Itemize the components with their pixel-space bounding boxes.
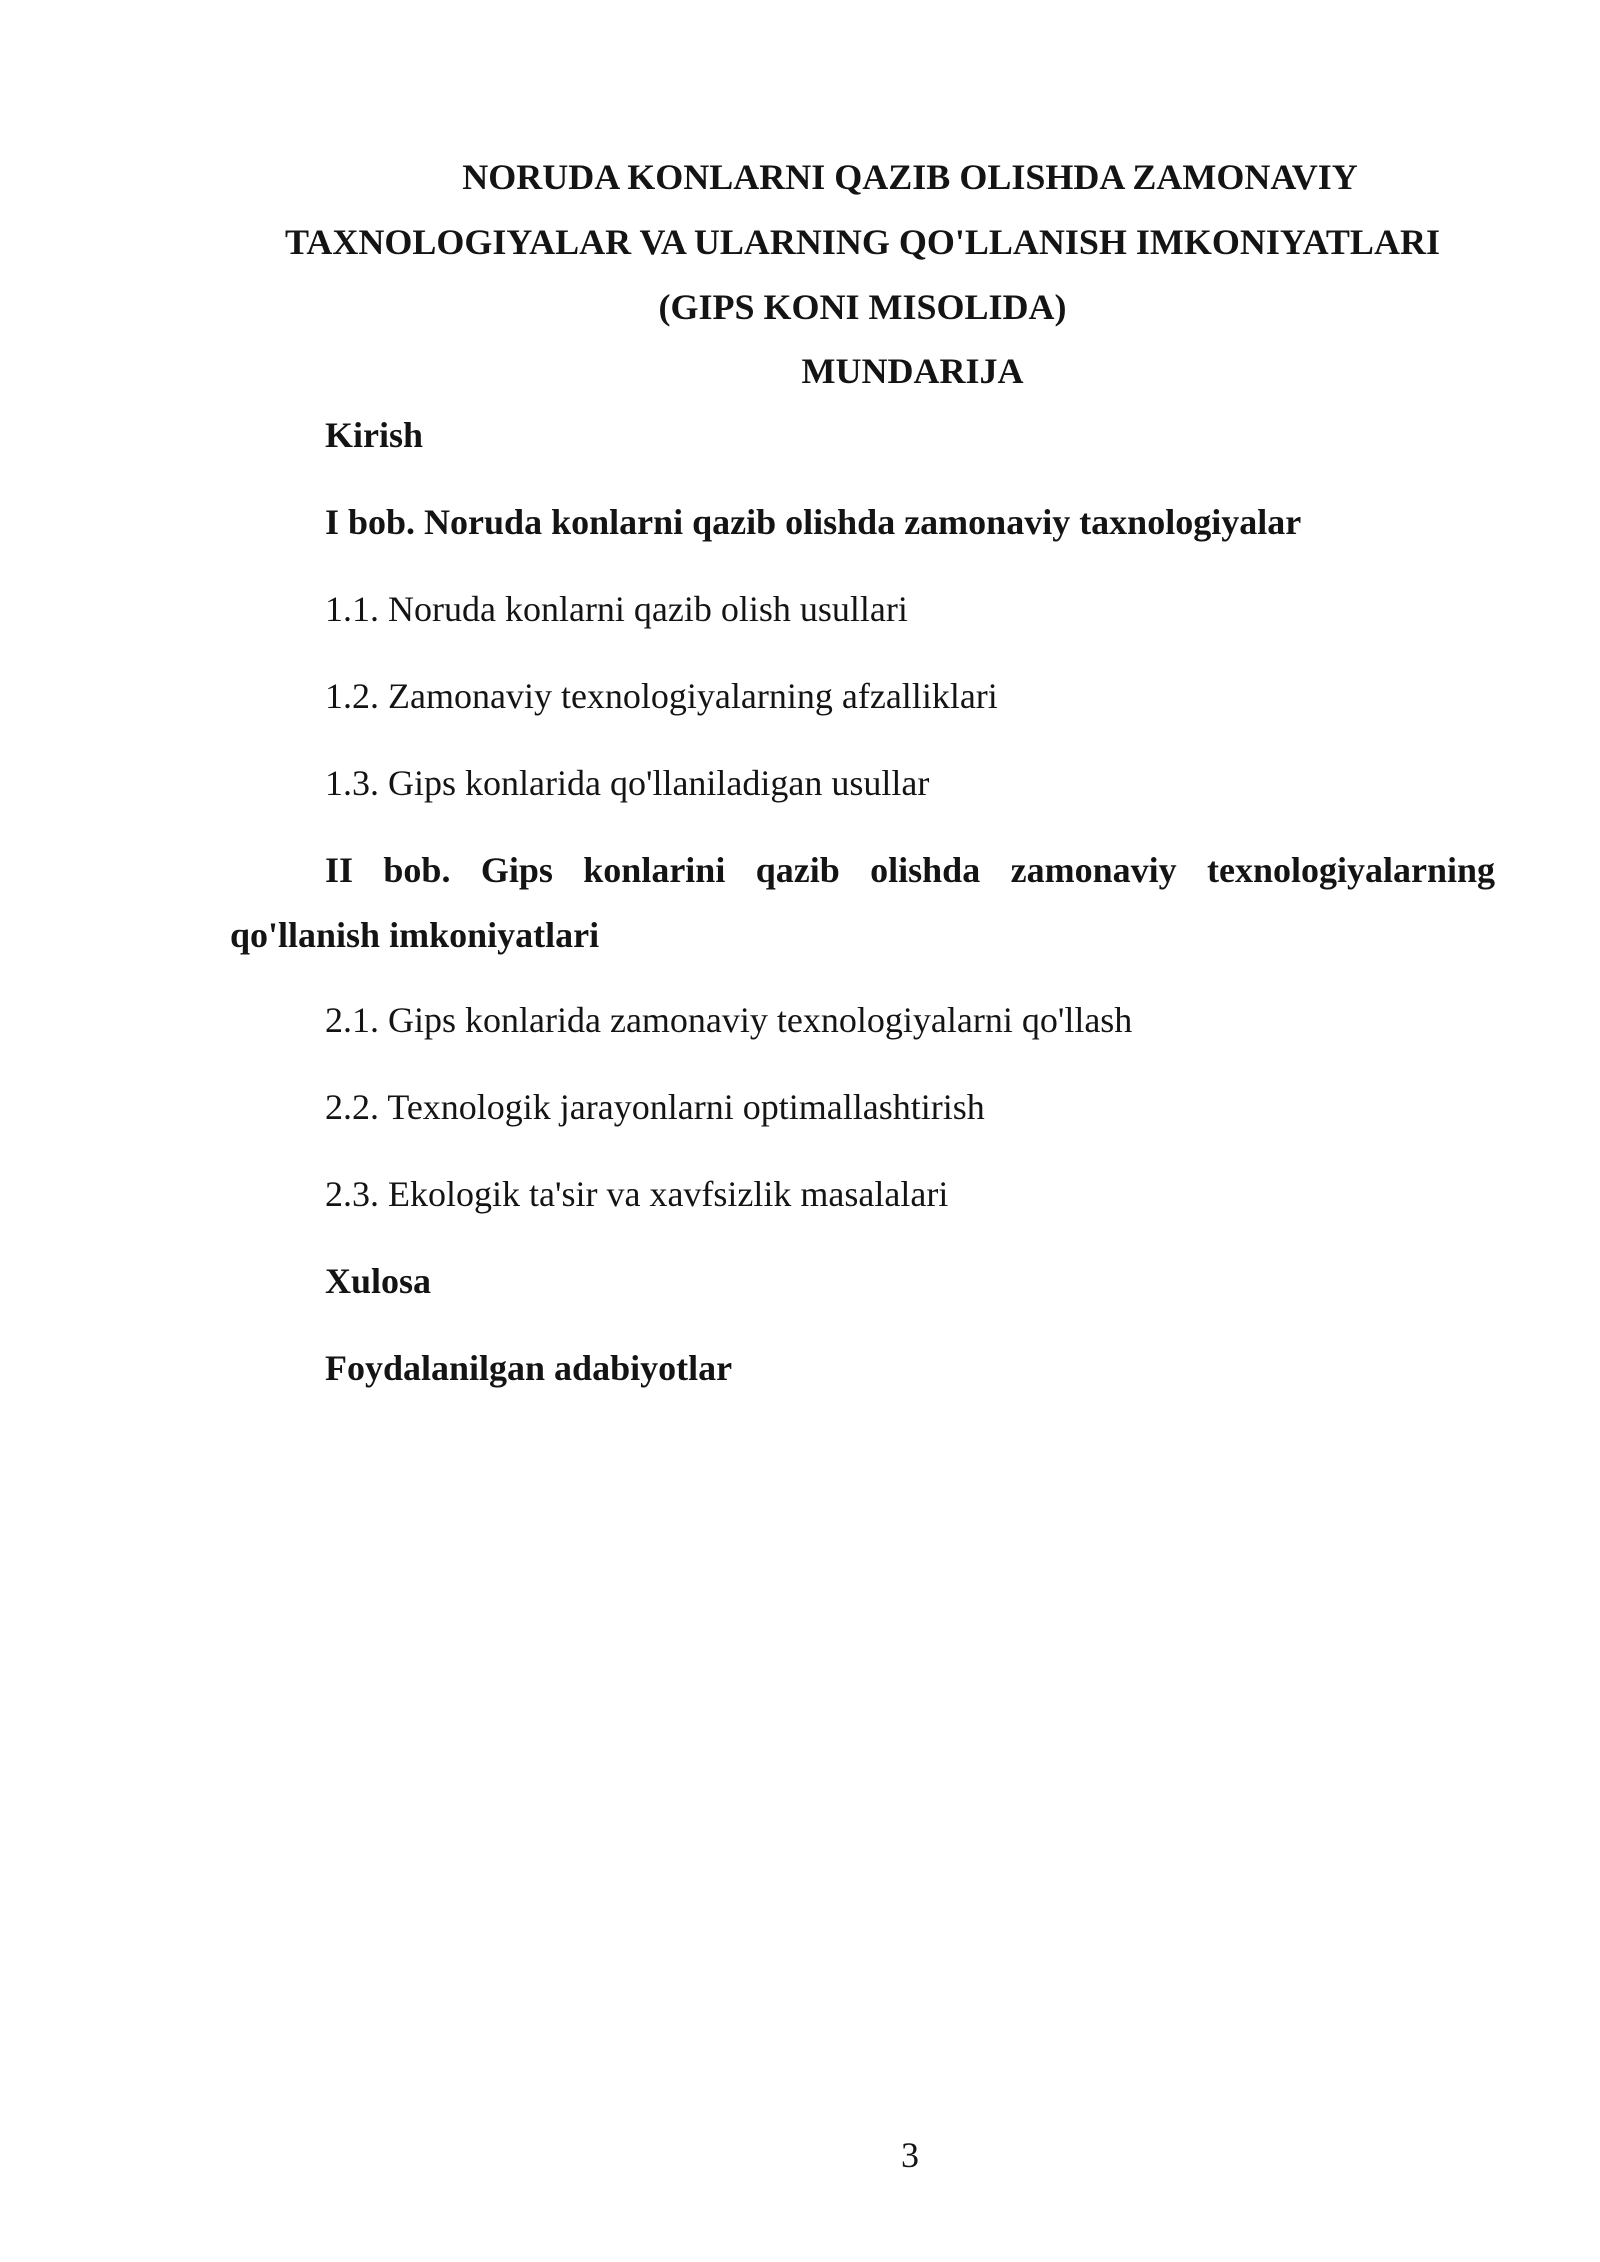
toc-item-section-1-3: 1.3. Gips konlarida qo'llaniladigan usullar	[325, 763, 930, 803]
toc-item-intro: Kirish	[325, 415, 424, 455]
toc-item-conclusion: Xulosa	[325, 1261, 432, 1301]
title-line-3: (GIPS KONI MISOLIDA)	[658, 287, 1067, 327]
toc-item-references: Foydalanilgan adabiyotlar	[325, 1348, 733, 1388]
page-number: 3	[901, 2135, 919, 2175]
toc-item-section-1-1: 1.1. Noruda konlarni qazib olish usullari	[325, 589, 908, 629]
toc-item-chapter-2: II bob. Gips konlarini qazib olishda zamonaviy texnologiyalarning qo'llanish imkoniyatlari	[230, 850, 1495, 955]
title-line-2: TAXNOLOGIYALAR VA ULARNING QO'LLANISH IMKONIYATLARI	[285, 222, 1440, 262]
toc-item-section-2-1: 2.1. Gips konlarida zamonaviy texnologiyalarni qo'llash	[325, 1000, 1133, 1040]
toc-item-chapter-1: I bob. Noruda konlarni qazib olishda zamonaviy taxnologiyalar	[325, 502, 1302, 542]
document-title	[230, 145, 1495, 340]
toc-item-section-2-2: 2.2. Texnologik jarayonlarni optimallashtirish	[325, 1087, 985, 1127]
toc-heading: MUNDARIJA	[801, 351, 1024, 391]
toc-item-section-2-3: 2.3. Ekologik ta'sir va xavfsizlik masalalari	[325, 1174, 949, 1214]
title-line-1: NORUDA KONLARNI QAZIB OLISHDA ZAMONAVIY	[462, 157, 1358, 197]
toc-item-section-1-2: 1.2. Zamonaviy texnologiyalarning afzalliklari	[325, 676, 998, 716]
